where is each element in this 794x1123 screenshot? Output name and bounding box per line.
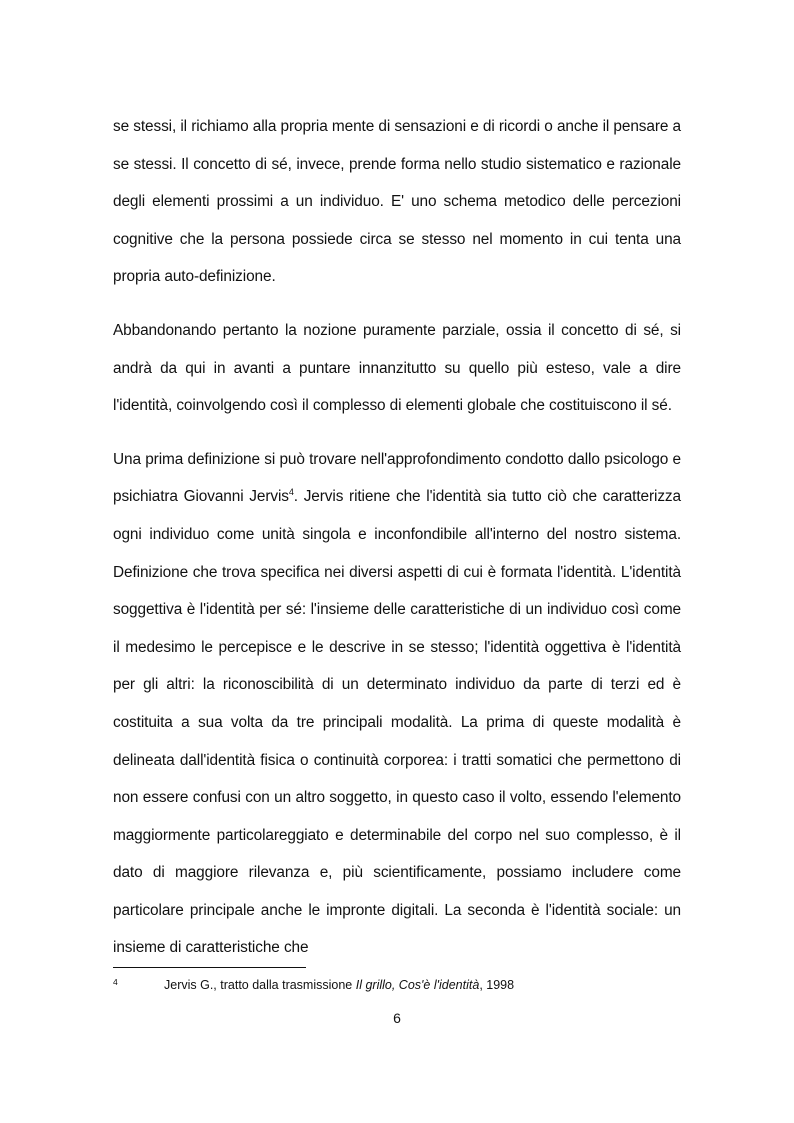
page-number: 6: [393, 1010, 401, 1026]
paragraph-1: se stessi, il richiamo alla propria mente di sensazioni e di ricordi o anche il pensare a se stessi. Il concetto di sé, invece, prende forma nello studio sistematico e razionale degli elementi prossimi a un individuo. E' uno schema metodico delle percezioni cognitive che la persona possiede circa se stesso nel momento in cui tenta una propria auto-definizione.: [113, 118, 681, 286]
paragraph-3-text-before: Una prima definizione si può trovare nell'approfondimento condotto dallo psicologo e psichiatra Giovanni Jervis: [113, 450, 681, 506]
footnote-reference[interactable]: 4: [288, 487, 294, 498]
body-text: [113, 108, 681, 967]
footnote-year: , 1998: [479, 978, 515, 992]
paragraph-3-text-after: . Jervis ritiene che l'identità sia tutto ciò che caratterizza ogni individuo come unità singola e inconfondibile all'interno del nostro sistema. Definizione che trova specifica nei diversi aspetti di cui è formata l'identità. L'identità soggettiva è l'identità per sé: l'insieme delle caratteristiche di un individuo così come il medesimo le percepisce e le descrive in se stesso; l'identità oggettiva è l'identità per gli altri: la riconoscibilità di un determinato individuo da parte di terzi ed è costituita a sua volta da tre principali modalità. La prima di queste modalità è delineata dall'identità fisica o continuità corporea: i tratti somatici che permettono di non essere confusi con un altro soggetto, in questo caso il volto, essendo l'elemento maggiormente particolareggiato e determinabile del corpo nel suo complesso, è il dato di maggiore rilevanza e, più scientificamente, possiamo includere come particolare principale anche le impronte digitali. La seconda è l'identità sociale: un insieme di caratteristiche che: [113, 488, 681, 957]
paragraph-2: Abbandonando pertanto la nozione puramente parziale, ossia il concetto di sé, si andrà da qui in avanti a puntare innanzitutto su quello più esteso, vale a dire l'identità, coinvolgendo così il complesso di elementi globale che costituiscono il sé.: [113, 321, 681, 415]
footnote-mark: 4: [113, 977, 118, 987]
footnote-text: [164, 977, 514, 993]
footnote-separator: [113, 967, 306, 968]
footnote-title: Il grillo, Cos'è l'identità: [355, 978, 480, 992]
footnote-author: Jervis G., tratto dalla trasmissione: [164, 978, 356, 992]
paragraph-3: [113, 441, 681, 967]
